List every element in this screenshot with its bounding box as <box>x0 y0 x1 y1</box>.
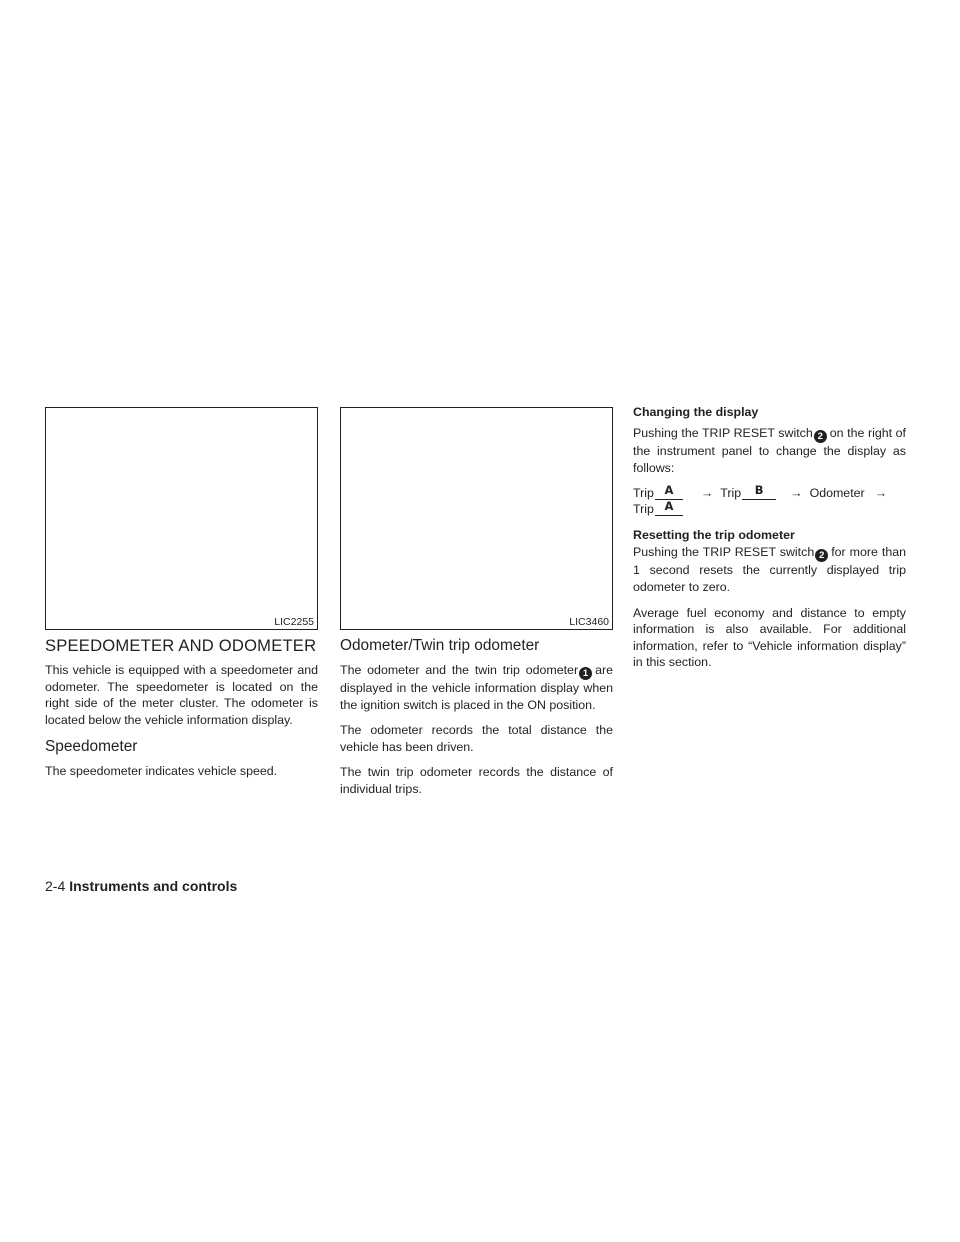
figure-odometer <box>340 407 613 630</box>
text-run: are displayed in the vehicle information display when the ignition switch is placed in the ON position. <box>340 663 613 712</box>
trip-label: Trip <box>633 486 654 501</box>
trip-a-letter: A <box>664 483 674 498</box>
display-sequence <box>633 485 906 517</box>
odometer-paragraph-3: The twin trip odometer records the distance of individual trips. <box>340 765 613 796</box>
changing-display-heading: Changing the display <box>633 405 759 419</box>
trip-b-letter: B <box>754 483 764 498</box>
trip-a-icon <box>655 485 683 500</box>
intro-paragraph: This vehicle is equipped with a speedometer and odometer. The speedometer is located on the right side of the meter cluster. The odometer is located below the vehicle information display. <box>45 663 318 727</box>
subheading-speedometer: Speedometer <box>45 738 138 756</box>
figure-code: LIC3460 <box>569 616 609 628</box>
page-footer <box>45 877 237 895</box>
resetting-paragraph <box>633 544 906 595</box>
changing-display-paragraph <box>633 425 906 476</box>
sequence-line-2 <box>633 498 906 518</box>
callout-2-icon: 2 <box>814 430 827 443</box>
trip-a-icon <box>655 498 683 516</box>
column-speedometer <box>45 636 318 789</box>
arrow-icon: → <box>790 486 803 501</box>
odometer-paragraph-2: The odometer records the total distance the vehicle has been driven. <box>340 723 613 754</box>
text-run: Pushing the TRIP RESET switch <box>633 426 813 440</box>
resetting-heading: Resetting the trip odometer <box>633 528 795 543</box>
fuel-economy-paragraph: Average fuel economy and distance to empty information is also available. For additional information, refer to “Vehicle information display” in this section. <box>633 605 906 670</box>
trip-label: Trip <box>720 486 742 501</box>
text-run: Pushing the TRIP RESET switch <box>633 545 815 560</box>
speedometer-paragraph: The speedometer indicates vehicle speed. <box>45 764 278 779</box>
section-heading: SPEEDOMETER AND ODOMETER <box>45 636 317 655</box>
figure-code: LIC2255 <box>274 616 314 628</box>
callout-1-icon: 1 <box>579 667 592 680</box>
subheading-odometer: Odometer/Twin trip odometer <box>340 637 540 654</box>
column-display <box>633 404 906 680</box>
text-run: The odometer and the twin trip odometer <box>340 663 579 677</box>
page-number: 2-4 <box>45 878 66 894</box>
column-odometer <box>340 636 613 807</box>
trip-a-letter: A <box>664 498 674 513</box>
section-title: Instruments and controls <box>69 878 238 894</box>
odometer-label: Odometer <box>809 486 865 501</box>
text-run: for more than 1 second resets the currently displayed trip odometer to zero. <box>633 545 906 594</box>
arrow-icon: → <box>874 486 888 501</box>
trip-b-icon <box>742 485 776 500</box>
arrow-icon: → <box>700 486 714 501</box>
callout-2-icon: 2 <box>815 549 828 562</box>
text-run: on the right of the instrument panel to change the display as follows: <box>633 426 907 475</box>
figure-speedometer <box>45 407 318 630</box>
odometer-paragraph-1 <box>340 662 613 713</box>
trip-label: Trip <box>633 501 654 516</box>
